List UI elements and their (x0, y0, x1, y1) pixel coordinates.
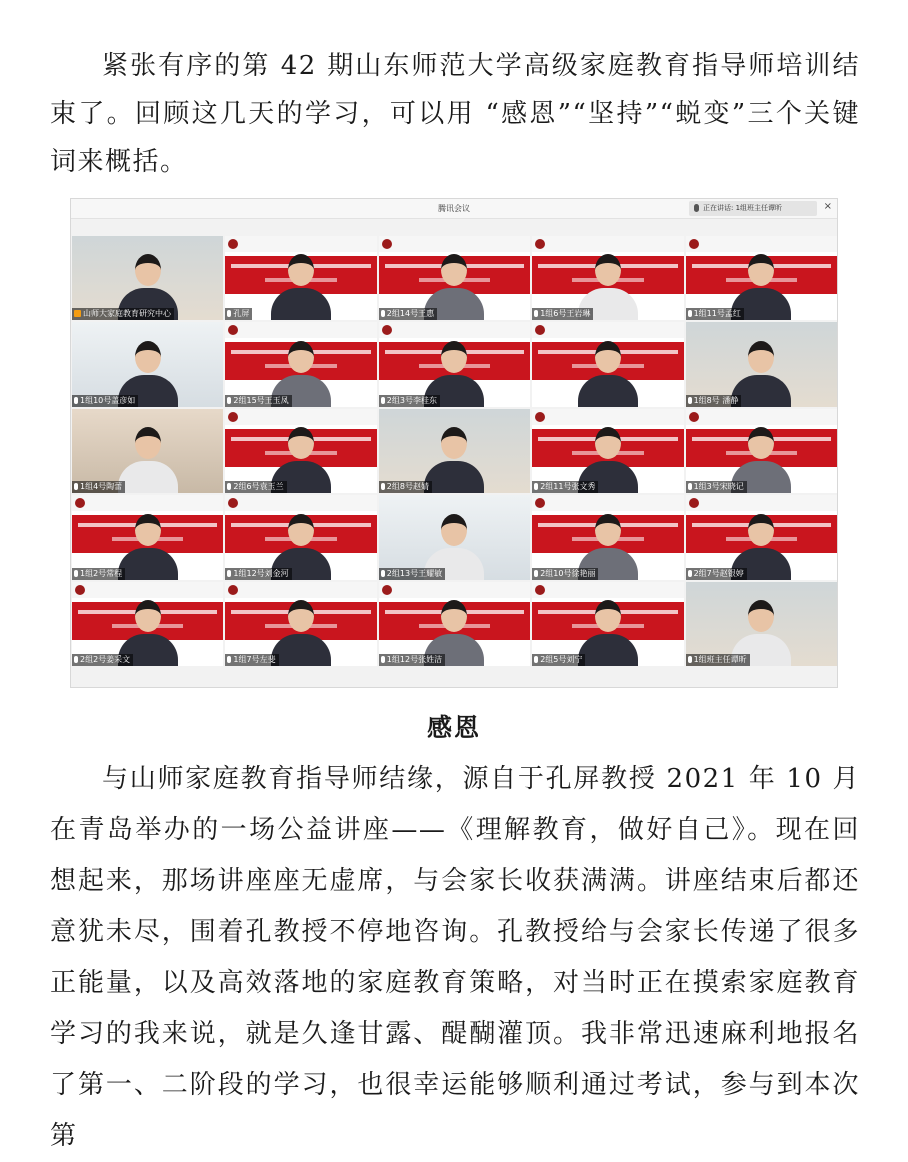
participant-name-label (686, 395, 742, 407)
microphone-icon (74, 397, 78, 404)
participant-name-label (72, 654, 133, 666)
participant-name-label (532, 568, 598, 580)
participant-name: 1组12号张姓洁 (386, 655, 443, 664)
participant-tile[interactable] (686, 322, 837, 406)
microphone-icon (381, 310, 385, 317)
participant-name: 1组12号刘金河 (233, 568, 289, 578)
microphone-icon (688, 397, 692, 404)
participant-video (573, 337, 643, 407)
participant-name: 2组14号王惠 (386, 309, 435, 319)
participant-tile[interactable] (225, 409, 376, 493)
participant-tile[interactable] (72, 322, 223, 406)
microphone-icon (534, 310, 538, 317)
participant-name: 2组5号刘宁 (540, 655, 583, 664)
close-icon[interactable]: × (823, 201, 832, 212)
microphone-icon (688, 656, 692, 663)
participant-tile[interactable] (72, 495, 223, 579)
participant-name: 1组2号常程 (80, 568, 123, 578)
participant-name-label (72, 395, 138, 407)
body-paragraph: 与山师家庭教育指导师结缘，源自于孔屏教授 2021 年 10 月在青岛举办的一场公益讲座——《理解教育，做好自己》。现在回想起来，那场讲座座无虚席，与会家长收获满满。讲座结束后都还意犹未尽，围着孔教授不停地咨询。孔教授给与会家长传递了很多正能量，以及高效落地的家庭教育策略，对当时正在摸索家庭教育学习的我来说，就是久逢甘露、醍醐灌顶。我非常迅速麻利地报名了第一、二阶段的学习，也很幸运能够顺利通过考试，参与到本次第 (50, 764, 860, 1151)
participant-tile[interactable] (225, 236, 376, 320)
participant-tile[interactable] (379, 236, 530, 320)
participant-tile[interactable] (686, 495, 837, 579)
participant-name: 2组10号徐艳丽 (540, 568, 596, 578)
participant-name: 2组11号张文秀 (540, 482, 596, 492)
participant-name-label (225, 568, 291, 580)
participant-name-label (72, 481, 125, 493)
participant-name: 1组8号 潘静 (693, 395, 739, 405)
participant-name: 2组3号李桂东 (386, 395, 437, 405)
participant-name: 1组班主任谭昕 (693, 655, 747, 664)
microphone-icon (688, 483, 692, 490)
participant-tile[interactable] (72, 409, 223, 493)
participant-tile[interactable] (379, 495, 530, 579)
participant-name-label (379, 308, 437, 320)
participant-name-label (686, 308, 744, 320)
participant-tile[interactable] (72, 236, 223, 320)
participant-tile[interactable] (225, 322, 376, 406)
participant-tile[interactable] (532, 322, 683, 406)
microphone-icon (534, 483, 538, 490)
microphone-icon (381, 483, 385, 490)
microphone-icon (227, 656, 231, 663)
participant-name: 2组8号赵婧 (386, 482, 429, 492)
host-icon (74, 310, 81, 317)
meeting-screenshot (70, 198, 838, 688)
participant-name: 2组2号姜采文 (80, 655, 131, 664)
microphone-icon (381, 570, 385, 577)
participant-grid (72, 236, 837, 666)
participant-name: 1组10号盖彦如 (80, 395, 136, 405)
participant-name: 2组15号王玉凤 (233, 395, 289, 405)
participant-name: 山师大家庭教育研究中心 (83, 309, 171, 319)
participant-name: 1组7号左斐 (233, 655, 276, 664)
microphone-icon (694, 204, 699, 212)
microphone-icon (74, 656, 78, 663)
section-heading: 感恩 (426, 713, 481, 742)
microphone-icon (227, 310, 231, 317)
participant-name: 孔屏 (233, 309, 250, 319)
participant-name: 1组6号王岩琳 (540, 309, 591, 319)
meeting-title-bar (71, 199, 837, 219)
participant-name: 1组4号陶蕾 (80, 482, 123, 492)
participant-name-label (72, 308, 174, 320)
microphone-icon (381, 656, 385, 663)
participant-tile[interactable] (72, 582, 223, 666)
participant-name-label (686, 568, 747, 580)
microphone-icon (227, 483, 231, 490)
microphone-icon (227, 570, 231, 577)
microphone-icon (74, 483, 78, 490)
speaking-status: 正在讲话: 1组班主任谭昕 (703, 204, 783, 212)
participant-tile[interactable] (532, 582, 683, 666)
participant-tile[interactable] (532, 236, 683, 320)
participant-name-label (225, 654, 278, 666)
participant-tile[interactable] (686, 236, 837, 320)
participant-name-label (686, 481, 747, 493)
participant-name: 1组11号孟红 (693, 309, 741, 319)
microphone-icon (381, 397, 385, 404)
participant-name-label (532, 481, 598, 493)
meeting-window-title: 腾讯会议 (438, 204, 470, 213)
microphone-icon (227, 397, 231, 404)
participant-tile[interactable] (225, 495, 376, 579)
speaking-indicator (689, 201, 817, 216)
participant-video (266, 250, 336, 320)
participant-tile[interactable] (379, 409, 530, 493)
participant-tile[interactable] (532, 409, 683, 493)
participant-name: 2组7号赵银婷 (693, 568, 744, 578)
participant-name-label (72, 568, 125, 580)
participant-tile[interactable] (225, 582, 376, 666)
microphone-icon (74, 570, 78, 577)
participant-name-label (532, 654, 585, 666)
participant-name: 2组6号袁玉兰 (233, 482, 284, 492)
participant-tile[interactable] (379, 322, 530, 406)
participant-tile[interactable] (686, 582, 837, 666)
participant-name-label (686, 654, 750, 666)
participant-name-label (225, 395, 291, 407)
participant-name-label (379, 568, 445, 580)
participant-tile[interactable] (379, 582, 530, 666)
microphone-icon (534, 570, 538, 577)
participant-name: 2组13号王耀敏 (386, 568, 443, 578)
participant-name-label (532, 308, 593, 320)
participant-tile[interactable] (686, 409, 837, 493)
participant-tile[interactable] (532, 495, 683, 579)
microphone-icon (534, 656, 538, 663)
microphone-icon (688, 570, 692, 577)
participant-name-label (379, 395, 440, 407)
participant-name-label (225, 481, 286, 493)
intro-paragraph: 紧张有序的第 42 期山东师范大学高级家庭教育指导师培训结束了。回顾这几天的学习，可以用 “感恩”“坚持”“蜕变”三个关键词来概括。 (50, 51, 860, 177)
microphone-icon (688, 310, 692, 317)
participant-name-label (379, 481, 432, 493)
participant-name-label (379, 654, 445, 666)
participant-name: 1组3号宋晓记 (693, 482, 744, 492)
participant-name-label (225, 308, 252, 320)
